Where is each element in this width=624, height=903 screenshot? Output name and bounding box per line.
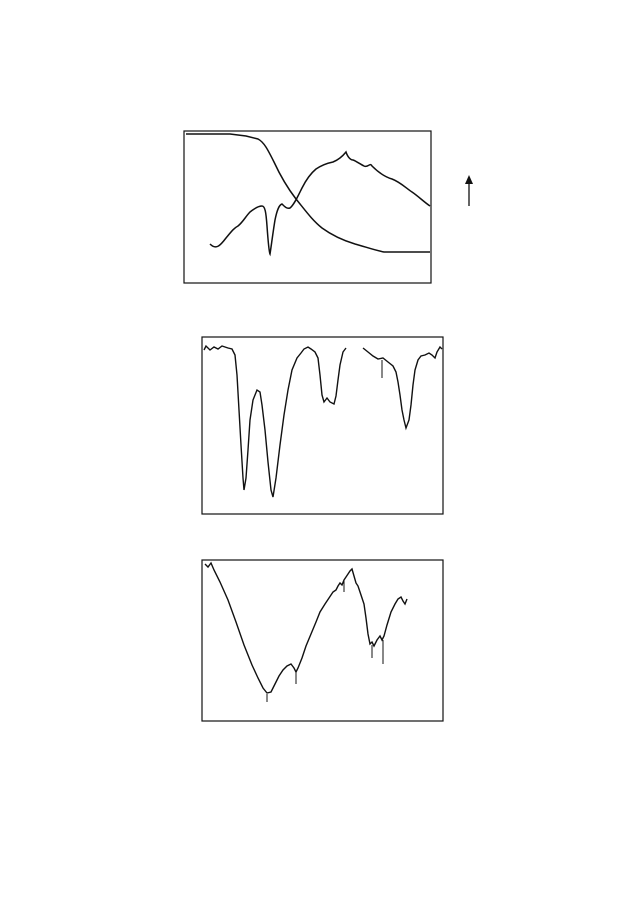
fig2b-plot-frame	[202, 560, 443, 721]
fig2b-spectrum	[205, 563, 407, 693]
